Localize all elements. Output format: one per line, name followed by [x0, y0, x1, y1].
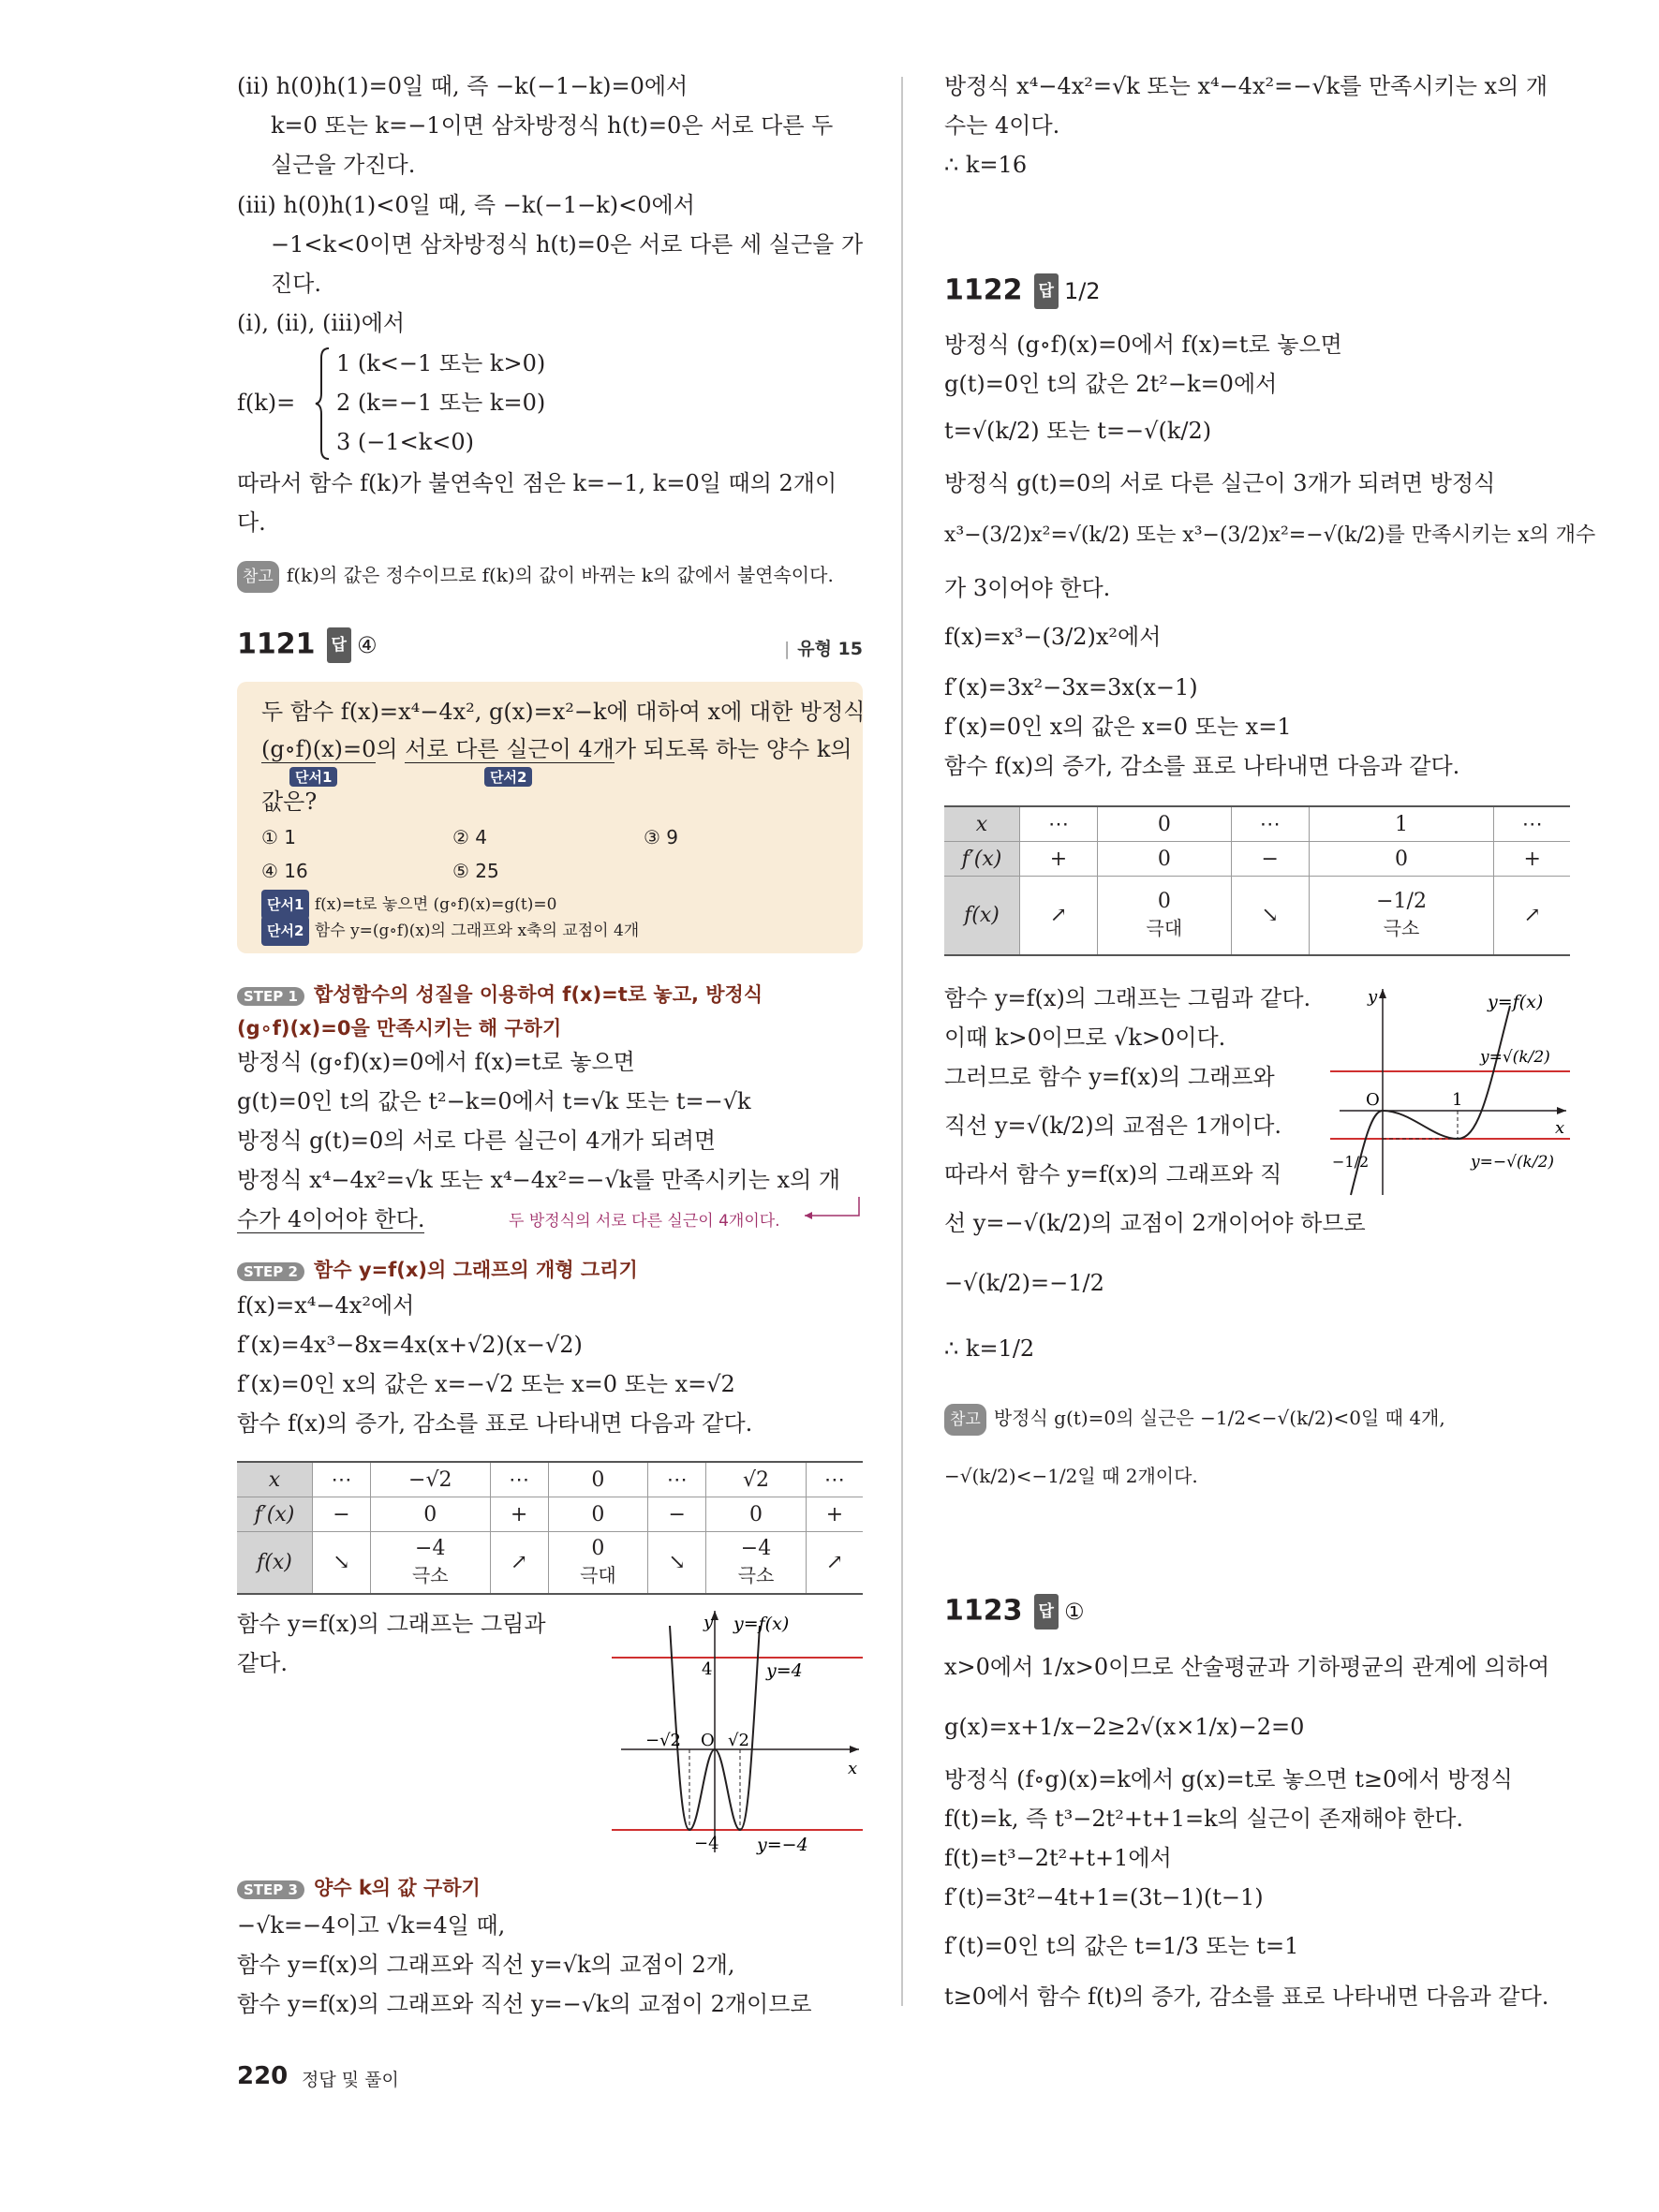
- table-cell: [1097, 877, 1231, 955]
- choice: ① 1: [261, 826, 297, 848]
- text-line: 진다.: [271, 271, 321, 297]
- graph-label: y=−√(k/2): [1471, 1153, 1555, 1172]
- graph-label: y=f(x): [733, 1614, 790, 1634]
- text-line: 이때 k>0이므로 √k>0이다.: [944, 1025, 1226, 1051]
- table-cell: 0: [370, 1497, 490, 1532]
- text-line: 따라서 함수 y=f(x)의 그래프와 직: [944, 1161, 1282, 1187]
- text-line: 방정식 (f∘g)(x)=k에서 g(x)=t로 놓으면 t≥0에서 방정식: [944, 1766, 1513, 1792]
- text-line: ∴ k=16: [944, 152, 1028, 178]
- text-line: t=√(k/2) 또는 t=−√(k/2): [944, 418, 1212, 444]
- text-line: 직선 y=√(k/2)의 교점은 1개이다.: [944, 1113, 1282, 1139]
- table-cell: [370, 1532, 490, 1594]
- text-line: (ⅲ) h(0)h(1)<0일 때, 즉 −k(−1−k)<0에서: [237, 192, 695, 218]
- text-line: g(t)=0인 t의 값은 2t²−k=0에서: [944, 371, 1278, 397]
- text-line: 함수 f(x)의 증가, 감소를 표로 나타내면 다음과 같다.: [237, 1410, 753, 1437]
- problem-header-1122: [944, 273, 1101, 309]
- table-cell: −√2: [370, 1462, 490, 1497]
- column-divider: [901, 77, 903, 2006]
- graph-label: y=f(x): [1488, 992, 1544, 1012]
- table-cell: ⋯: [648, 1462, 706, 1497]
- graph-label: −1/2: [1332, 1153, 1370, 1171]
- text-line: 따라서 함수 f(k)가 불연속인 점은 k=−1, k=0일 때의 2개이: [237, 470, 837, 496]
- note: [237, 560, 863, 593]
- table-cell: ↗: [1494, 877, 1570, 955]
- step2-title: [237, 1255, 638, 1283]
- cell-note: 극소: [737, 1564, 775, 1587]
- graph-label: x: [848, 1759, 858, 1778]
- text-line: 방정식 g(t)=0의 서로 다른 실근이 3개가 되려면 방정식: [944, 470, 1496, 496]
- problem-text: [261, 734, 863, 764]
- note-text: f(k)의 값은 정수이므로 f(k)의 값이 바뀌는 k의 값에서 불연속이다.: [286, 564, 834, 586]
- table-cell: ↘: [648, 1532, 706, 1594]
- cell-value: −4: [415, 1537, 446, 1561]
- answer-badge: 답: [1034, 1594, 1059, 1630]
- table-cell: 1: [1309, 806, 1494, 842]
- text-line: f′(x)=0인 x의 값은 x=0 또는 x=1: [944, 714, 1292, 740]
- graph-label: y=−4: [757, 1835, 808, 1855]
- answer-value: ①: [1063, 1599, 1085, 1625]
- text-line: 가 3이어야 한다.: [944, 575, 1111, 601]
- clue1-badge: 단서1: [289, 767, 337, 787]
- answer-value: ④: [356, 632, 378, 658]
- table-cell: f′(x): [237, 1497, 313, 1532]
- graph-label: y=√(k/2): [1480, 1048, 1550, 1067]
- text-line: 방정식 g(t)=0의 서로 다른 실근이 4개가 되려면: [237, 1128, 717, 1154]
- text-line: −√k=−4이고 √k=4일 때,: [237, 1912, 506, 1939]
- piecewise-case: 1 (k<−1 또는 k>0): [336, 350, 546, 376]
- footer-title: 정답 및 풀이: [302, 2070, 399, 2090]
- step2-badge: STEP 2: [237, 1262, 304, 1281]
- step1-title-cont: (g∘f)(x)=0을 만족시키는 해 구하기: [237, 1017, 562, 1040]
- choice: ③ 9: [644, 826, 679, 848]
- text-line: 방정식 x⁴−4x²=√k 또는 x⁴−4x²=−√k를 만족시키는 x의 개: [944, 73, 1548, 99]
- text-line: ∴ k=1/2: [944, 1335, 1035, 1362]
- text-line: f(t)=t³−2t²+t+1에서: [944, 1845, 1172, 1871]
- table-cell: f(x): [237, 1532, 313, 1594]
- type-tag: | 유형 15: [783, 639, 863, 659]
- table-cell: 0: [706, 1497, 807, 1532]
- underlined-conclusion: 수가 4이어야 한다.: [237, 1206, 425, 1232]
- step1-title-text: 합성함수의 성질을 이용하여 f(x)=t로 놓고, 방정식: [313, 983, 763, 1006]
- text-line: 함수 f(x)의 증가, 감소를 표로 나타내면 다음과 같다.: [944, 753, 1460, 779]
- problem-number: 1121: [237, 627, 316, 661]
- table-cell: ⋯: [806, 1462, 863, 1497]
- problem-text-suffix: 의: [376, 736, 406, 762]
- hint-line: [261, 916, 863, 946]
- table-cell: ↗: [1020, 877, 1098, 955]
- clue1-underline: (g∘f)(x)=0: [261, 736, 377, 762]
- table-cell: [1309, 877, 1494, 955]
- note-text: −√(k/2)<−1/2일 때 2개이다.: [944, 1465, 1198, 1487]
- text-line: 실근을 가진다.: [271, 152, 416, 178]
- graph-label: O: [701, 1731, 715, 1750]
- step3-title: [237, 1873, 481, 1901]
- clue2-underline: 서로 다른 실근이 4개: [405, 736, 615, 762]
- hint1-badge: 단서1: [261, 890, 309, 920]
- table-cell: −: [648, 1497, 706, 1532]
- piecewise-lhs: f(k)=: [237, 390, 296, 416]
- text-line: f(x)=x³−(3/2)x²에서: [944, 624, 1162, 650]
- problem-text: 두 함수 f(x)=x⁴−4x², g(x)=x²−k에 대하여 x에 대한 방정식: [261, 699, 866, 725]
- text-line: [237, 1204, 424, 1234]
- text-line: 방정식 (g∘f)(x)=0에서 f(x)=t로 놓으면: [237, 1049, 635, 1075]
- table-cell: ⋯: [313, 1462, 371, 1497]
- problem-text-tail: 가 되도록 하는 양수 k의: [614, 736, 852, 762]
- answer-badge: 답: [1034, 273, 1059, 309]
- cell-value: 0: [591, 1537, 605, 1561]
- text-line: f′(t)=0인 t의 값은 t=1/3 또는 t=1: [944, 1933, 1299, 1959]
- step3-badge: STEP 3: [237, 1880, 304, 1899]
- graph-label: −4: [694, 1834, 719, 1853]
- graph-label: y=4: [766, 1660, 803, 1681]
- text-line: k=0 또는 k=−1이면 삼차방정식 h(t)=0은 서로 다른 두: [271, 112, 834, 139]
- clue2-badge: 단서2: [484, 767, 532, 787]
- table-cell: [548, 1532, 648, 1594]
- step1-badge: STEP 1: [237, 987, 304, 1006]
- graph-label: y: [1368, 987, 1378, 1007]
- hint1-text: f(x)=t로 놓으면 (g∘f)(x)=g(t)=0: [314, 895, 557, 914]
- graph-label: −√2: [645, 1731, 682, 1750]
- hint2-text: 함수 y=(g∘f)(x)의 그래프와 x축의 교점이 4개: [314, 922, 640, 940]
- graph-label: O: [1366, 1090, 1380, 1110]
- answer-value: 1/2: [1063, 278, 1101, 304]
- table-cell: 0: [548, 1497, 648, 1532]
- table-cell: 0: [1309, 842, 1494, 877]
- text-line: 함수 y=f(x)의 그래프는 그림과 같다.: [944, 985, 1311, 1011]
- note-badge: 참고: [944, 1404, 986, 1436]
- text-line: −1<k<0이면 삼차방정식 h(t)=0은 서로 다른 세 실근을 가: [271, 231, 864, 258]
- text-line: 그러므로 함수 y=f(x)의 그래프와: [944, 1064, 1275, 1090]
- note-badge: 참고: [237, 561, 279, 593]
- text-line: 함수 y=f(x)의 그래프와 직선 y=√k의 교점이 2개,: [237, 1952, 735, 1978]
- table-cell: −: [313, 1497, 371, 1532]
- graph-label: y: [704, 1613, 714, 1632]
- table-cell: ⋯: [1494, 806, 1570, 842]
- text-line: f′(x)=4x³−8x=4x(x+√2)(x−√2): [237, 1332, 583, 1358]
- problem-header-1121: [237, 627, 377, 663]
- table-cell: ↗: [806, 1532, 863, 1594]
- type-label: 유형 15: [797, 639, 863, 659]
- text-line: 같다.: [237, 1650, 288, 1676]
- table-cell: x: [237, 1462, 313, 1497]
- table-cell: √2: [706, 1462, 807, 1497]
- text-line: x³−(3/2)x²=√(k/2) 또는 x³−(3/2)x²=−√(k/2)를 만족시키는 x의 개수: [944, 524, 1596, 547]
- choice: ⑤ 25: [452, 860, 499, 882]
- table-cell: f′(x): [944, 842, 1020, 877]
- cell-note: 극대: [1146, 917, 1183, 940]
- text-line: f′(x)=3x²−3x=3x(x−1): [944, 674, 1198, 700]
- table-cell: +: [1020, 842, 1098, 877]
- variation-table-1122: [944, 805, 1570, 956]
- step3-title-text: 양수 k의 값 구하기: [313, 1877, 481, 1899]
- problem-box: [237, 682, 866, 953]
- graph-label: x: [1555, 1118, 1565, 1138]
- choice: ④ 16: [261, 860, 308, 882]
- graph-label: 4: [702, 1659, 713, 1679]
- hint2-badge: 단서2: [261, 916, 309, 946]
- cell-value: 0: [1157, 890, 1171, 914]
- cell-value: −1/2: [1376, 890, 1427, 914]
- annotation-arrow-icon: [799, 1195, 865, 1223]
- annotation: 두 방정식의 서로 다른 실근이 4개이다.: [509, 1212, 780, 1231]
- table-cell: 0: [1097, 842, 1231, 877]
- text-line: (ⅱ) h(0)h(1)=0일 때, 즉 −k(−1−k)=0에서: [237, 73, 689, 99]
- text-line: 다.: [237, 509, 266, 536]
- text-line: g(x)=x+1/x−2≥2√(x×1/x)−2=0: [944, 1714, 1305, 1740]
- text-line: f(x)=x⁴−4x²에서: [237, 1292, 415, 1319]
- cell-note: 극대: [580, 1564, 616, 1587]
- note: [944, 1403, 1570, 1436]
- table-cell: ↗: [490, 1532, 548, 1594]
- table-cell: −: [1231, 842, 1309, 877]
- text-line: f′(x)=0인 x의 값은 x=−√2 또는 x=0 또는 x=√2: [237, 1371, 735, 1397]
- text-line: 방정식 (g∘f)(x)=0에서 f(x)=t로 놓으면: [944, 332, 1342, 358]
- cell-value: −4: [740, 1537, 772, 1561]
- text-line: x>0에서 1/x>0이므로 산술평균과 기하평균의 관계에 의하여: [944, 1654, 1550, 1680]
- problem-number: 1122: [944, 273, 1023, 307]
- step1-title: [237, 980, 763, 1008]
- text-line: 함수 y=f(x)의 그래프는 그림과: [237, 1611, 546, 1637]
- note-text: 방정식 g(t)=0의 실근은 −1/2<−√(k/2)<0일 때 4개,: [993, 1407, 1445, 1429]
- problem-number: 1123: [944, 1594, 1023, 1628]
- table-cell: ⋯: [490, 1462, 548, 1497]
- piecewise-case: 2 (k=−1 또는 k=0): [336, 390, 546, 416]
- cell-note: 극소: [1383, 917, 1420, 940]
- text-line: f(t)=k, 즉 t³−2t²+t+1=k의 실근이 존재해야 한다.: [944, 1806, 1464, 1832]
- brace-icon: [314, 347, 333, 461]
- table-cell: [706, 1532, 807, 1594]
- text-line: (ⅰ), (ⅱ), (ⅲ)에서: [237, 310, 406, 336]
- text-line: g(t)=0인 t의 값은 t²−k=0에서 t=√k 또는 t=−√k: [237, 1088, 751, 1114]
- problem-header-1123: [944, 1594, 1084, 1630]
- text-line: 방정식 x⁴−4x²=√k 또는 x⁴−4x²=−√k를 만족시키는 x의 개: [237, 1167, 841, 1193]
- table-cell: +: [1494, 842, 1570, 877]
- cell-note: 극소: [411, 1564, 449, 1587]
- graph-label: √2: [728, 1731, 749, 1750]
- graph-1122: [1330, 983, 1570, 1199]
- table-cell: ⋯: [1020, 806, 1098, 842]
- text-line: f′(t)=3t²−4t+1=(3t−1)(t−1): [944, 1884, 1264, 1910]
- graph-label: 1: [1452, 1090, 1463, 1110]
- piecewise-case: 3 (−1<k<0): [336, 429, 475, 455]
- table-cell: 0: [548, 1462, 648, 1497]
- table-cell: x: [944, 806, 1020, 842]
- table-cell: ↘: [313, 1532, 371, 1594]
- variation-table-1121: [237, 1461, 863, 1595]
- step2-title-text: 함수 y=f(x)의 그래프의 개형 그리기: [313, 1259, 638, 1281]
- text-line: −√(k/2)=−1/2: [944, 1270, 1104, 1296]
- answer-badge: 답: [327, 627, 351, 663]
- table-cell: +: [806, 1497, 863, 1532]
- table-cell: ↘: [1231, 877, 1309, 955]
- page-number: 220: [237, 2062, 289, 2090]
- text-line: t≥0에서 함수 f(t)의 증가, 감소를 표로 나타내면 다음과 같다.: [944, 1983, 1549, 2010]
- text-line: 수는 4이다.: [944, 112, 1060, 139]
- table-cell: ⋯: [1231, 806, 1309, 842]
- table-cell: 0: [1097, 806, 1231, 842]
- text-line: 함수 y=f(x)의 그래프와 직선 y=−√k의 교점이 2개이므로: [237, 1991, 812, 2017]
- choice: ② 4: [452, 826, 488, 848]
- graph-1121: [612, 1607, 863, 1856]
- table-cell: +: [490, 1497, 548, 1532]
- problem-text: 값은?: [261, 789, 318, 815]
- table-cell: f(x): [944, 877, 1020, 955]
- text-line: 선 y=−√(k/2)의 교점이 2개이어야 하므로: [944, 1210, 1366, 1236]
